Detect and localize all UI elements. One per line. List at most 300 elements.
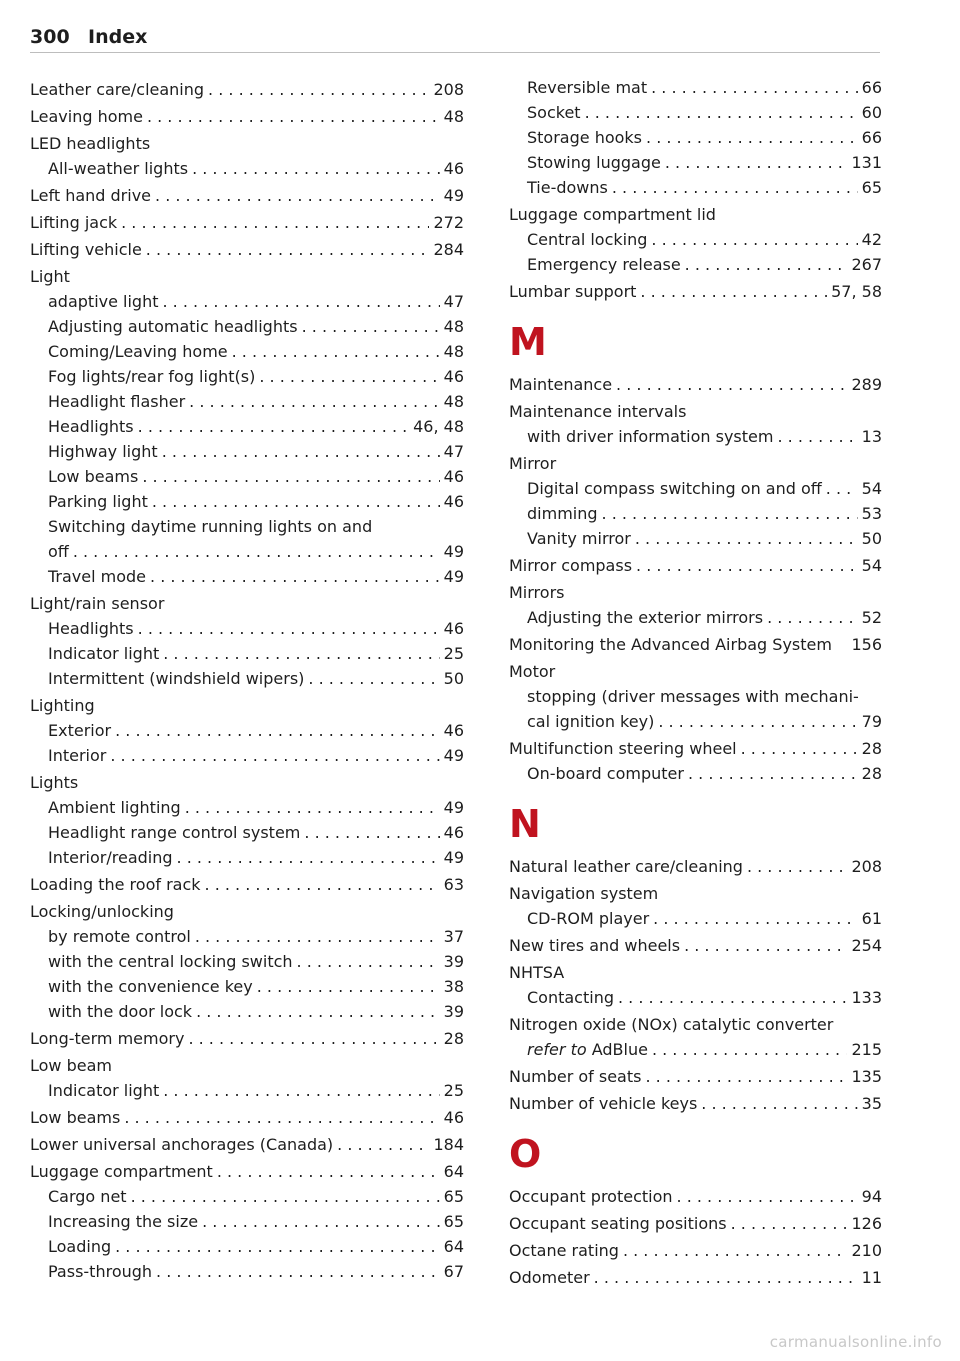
index-entry <box>30 1259 464 1284</box>
index-entry-text: Long-term memory <box>30 1029 185 1048</box>
page-ref: 11 <box>861 1268 882 1287</box>
page-ref: 46 <box>443 492 464 511</box>
page-ref: 49 <box>443 567 464 586</box>
index-entry <box>509 1012 882 1037</box>
index-entry-text: Light <box>30 267 70 286</box>
index-entry-text: Adjusting the exterior mirrors <box>527 608 764 627</box>
leader-dots <box>304 820 439 845</box>
page-ref: 64 <box>443 1162 464 1181</box>
page-ref: 60 <box>861 103 882 122</box>
page-ref: 79 <box>861 712 882 731</box>
index-entry <box>509 1091 882 1116</box>
page-ref: 46 <box>443 619 464 638</box>
index-entry-text: with driver information system <box>527 427 774 446</box>
leader-dots <box>585 100 858 125</box>
index-entry-text: Interior/reading <box>48 848 173 867</box>
page-ref: 289 <box>851 375 882 394</box>
leader-dots <box>652 1037 848 1062</box>
index-entry-text: with the convenience key <box>48 977 253 996</box>
index-entry <box>30 845 464 870</box>
watermark: carmanualsonline.info <box>769 1333 942 1351</box>
cross-reference-label: refer to <box>527 1040 592 1059</box>
index-entry-text: adaptive light <box>48 292 159 311</box>
page-ref: 54 <box>861 556 882 575</box>
index-entry <box>509 150 882 175</box>
page-ref: 35 <box>861 1094 882 1113</box>
index-entry <box>30 339 464 364</box>
page-ref: 210 <box>851 1241 882 1260</box>
index-entry-text: Mirror compass <box>509 556 633 575</box>
index-entry <box>30 1234 464 1259</box>
page-ref: 49 <box>443 186 464 205</box>
page-ref: 49 <box>443 746 464 765</box>
index-entry-text: Headlights <box>48 619 134 638</box>
index-entry <box>30 264 464 289</box>
index-entry <box>30 1078 464 1103</box>
index-entry-text: Fog lights/rear fog light(s) <box>48 367 256 386</box>
index-entry <box>30 210 464 235</box>
leader-dots <box>635 526 858 551</box>
index-entry-text: New tires and wheels <box>509 936 681 955</box>
page-ref: 49 <box>443 542 464 561</box>
index-entry <box>509 279 882 304</box>
leader-dots <box>602 501 858 526</box>
index-entry <box>509 252 882 277</box>
index-entry <box>30 1026 464 1051</box>
page-ref: 39 <box>443 952 464 971</box>
page-ref: 37 <box>443 927 464 946</box>
index-entry <box>509 632 882 657</box>
index-entry-text: Indicator light <box>48 644 160 663</box>
page-ref: 65 <box>443 1212 464 1231</box>
index-entry-text: Stowing luggage <box>527 153 661 172</box>
index-entry-text: Lifting jack <box>30 213 118 232</box>
index-entry <box>509 659 882 684</box>
index-entry <box>30 949 464 974</box>
leader-dots <box>177 845 440 870</box>
index-entry <box>30 743 464 768</box>
index-entry-text: Leaving home <box>30 107 143 126</box>
leader-dots <box>152 489 440 514</box>
index-entry-text: Lighting <box>30 696 95 715</box>
index-column-right <box>509 75 882 1290</box>
leader-dots <box>155 183 440 208</box>
leader-dots <box>777 424 857 449</box>
index-entry <box>30 289 464 314</box>
index-entry-text: Occupant seating positions <box>509 1214 727 1233</box>
page-ref: 66 <box>861 128 882 147</box>
index-entry-continuation <box>509 709 882 734</box>
index-entry-text: Pass-through <box>48 1262 153 1281</box>
index-entry <box>30 489 464 514</box>
index-entry-text: Tie-downs <box>527 178 608 197</box>
page-ref: 65 <box>443 1187 464 1206</box>
leader-dots <box>188 1026 439 1051</box>
page-ref: 47 <box>443 442 464 461</box>
leader-dots <box>688 761 858 786</box>
index-entry-text: Travel mode <box>48 567 147 586</box>
page-ref: 50 <box>443 669 464 688</box>
index-entry-text: Low beam <box>30 1056 112 1075</box>
leader-dots <box>297 949 440 974</box>
index-entry-text: Mirror <box>509 454 557 473</box>
index-entry <box>509 881 882 906</box>
index-letter-heading: N <box>509 802 541 846</box>
leader-dots <box>202 1209 440 1234</box>
page-ref: 38 <box>443 977 464 996</box>
leader-dots <box>616 372 847 397</box>
section-title: Index <box>88 26 148 48</box>
leader-dots <box>192 156 440 181</box>
leader-dots <box>302 314 440 339</box>
index-entry-text: Locking/unlocking <box>30 902 174 921</box>
index-entry-text: cal ignition key) <box>527 712 655 731</box>
leader-dots <box>653 906 857 931</box>
index-entry <box>509 526 882 551</box>
page-ref: 61 <box>861 909 882 928</box>
index-entry-text: Leather care/cleaning <box>30 80 205 99</box>
index-entry <box>509 580 882 605</box>
index-letter-heading: O <box>509 1132 542 1176</box>
index-entry-text: Parking light <box>48 492 148 511</box>
page-ref: 48 <box>443 392 464 411</box>
index-column-left <box>30 75 464 1284</box>
index-entry <box>509 605 882 630</box>
leader-dots <box>612 175 858 200</box>
leader-dots <box>205 872 440 897</box>
page-ref: 267 <box>851 255 882 274</box>
leader-dots <box>665 150 848 175</box>
leader-dots <box>767 605 858 630</box>
index-entry-text: Emergency release <box>527 255 681 274</box>
index-entry <box>509 75 882 100</box>
index-entry-text: Reversible mat <box>527 78 648 97</box>
page-ref: 54 <box>861 479 882 498</box>
index-entry-text: Exterior <box>48 721 112 740</box>
page-ref: 49 <box>443 798 464 817</box>
index-entry <box>509 684 882 709</box>
leader-dots <box>138 414 409 439</box>
index-entry-text: Navigation system <box>509 884 659 903</box>
index-entry <box>509 424 882 449</box>
page-ref: 13 <box>861 427 882 446</box>
index-entry <box>30 591 464 616</box>
index-entry <box>30 1132 464 1157</box>
leader-dots <box>594 1265 858 1290</box>
leader-dots <box>645 1064 847 1089</box>
leader-dots <box>142 464 439 489</box>
leader-dots <box>623 1238 848 1263</box>
page-ref: 46, 48 <box>413 417 464 436</box>
page-ref: 25 <box>443 1081 464 1100</box>
index-letter-heading: M <box>509 320 547 364</box>
page-ref: 49 <box>443 848 464 867</box>
index-entry <box>509 933 882 958</box>
page-ref: 28 <box>861 764 882 783</box>
index-entry-text: Ambient lighting <box>48 798 181 817</box>
page-ref: 48 <box>443 317 464 336</box>
index-entry-text: Headlight range control system <box>48 823 301 842</box>
leader-dots <box>232 339 440 364</box>
page-ref: 46 <box>443 159 464 178</box>
index-entry <box>509 1265 882 1290</box>
index-entry-text: stopping (driver messages with mechani- <box>527 687 859 706</box>
index-entry <box>30 564 464 589</box>
index-entry-text: dimming <box>527 504 598 523</box>
page-ref: 47 <box>443 292 464 311</box>
index-entry <box>30 999 464 1024</box>
leader-dots <box>131 1184 440 1209</box>
index-entry <box>509 1211 882 1236</box>
index-entry <box>509 736 882 761</box>
index-entry-text: Contacting <box>527 988 614 1007</box>
leader-dots <box>826 476 858 501</box>
index-entry-text: Number of seats <box>509 1067 642 1086</box>
index-entry <box>509 854 882 879</box>
index-entry <box>509 451 882 476</box>
leader-dots <box>741 736 858 761</box>
page-ref: 184 <box>433 1135 464 1154</box>
index-entry-text: On-board computer <box>527 764 684 783</box>
index-entry-text: Multifunction steering wheel <box>509 739 737 758</box>
index-entry-text: Socket <box>527 103 581 122</box>
index-entry-text: by remote control <box>48 927 191 946</box>
page-ref: 39 <box>443 1002 464 1021</box>
page-ref: 48 <box>443 342 464 361</box>
leader-dots <box>308 666 439 691</box>
index-entry <box>30 1184 464 1209</box>
leader-dots <box>257 974 440 999</box>
page-ref: 63 <box>443 875 464 894</box>
leader-dots <box>185 795 440 820</box>
page-number: 300 <box>30 26 70 48</box>
page-ref: 94 <box>861 1187 882 1206</box>
leader-dots <box>685 252 848 277</box>
index-entry-text: Storage hooks <box>527 128 643 147</box>
page-ref: 57, 58 <box>831 282 882 301</box>
page-ref: 135 <box>851 1067 882 1086</box>
page-ref: 254 <box>851 936 882 955</box>
index-entry <box>30 872 464 897</box>
index-entry <box>30 1105 464 1130</box>
index-entry-text: Motor <box>509 662 556 681</box>
index-entry <box>30 77 464 102</box>
index-entry-text: Cargo net <box>48 1187 127 1206</box>
page-ref: 53 <box>861 504 882 523</box>
index-entry <box>509 501 882 526</box>
leader-dots <box>337 1132 429 1157</box>
page-ref: 50 <box>861 529 882 548</box>
leader-dots <box>658 709 857 734</box>
page-ref: 52 <box>861 608 882 627</box>
index-entry-continuation <box>509 1037 882 1062</box>
leader-dots <box>162 439 440 464</box>
index-entry-text: Natural leather care/cleaning <box>509 857 743 876</box>
index-entry-text: Occupant protection <box>509 1187 673 1206</box>
page-ref: 65 <box>861 178 882 197</box>
leader-dots <box>163 641 439 666</box>
page-ref: 131 <box>851 153 882 172</box>
index-entry-text: Low beams <box>48 467 139 486</box>
index-entry-text: Octane rating <box>509 1241 619 1260</box>
index-entry-text: Adjusting automatic headlights <box>48 317 298 336</box>
index-entry-text: Headlights <box>48 417 134 436</box>
page-ref: 66 <box>861 78 882 97</box>
leader-dots <box>640 279 827 304</box>
index-entry <box>509 553 882 578</box>
leader-dots <box>684 933 847 958</box>
leader-dots <box>124 1105 439 1130</box>
index-entry-text: refer to AdBlue <box>527 1040 648 1059</box>
page-ref: 46 <box>443 367 464 386</box>
index-entry <box>30 795 464 820</box>
index-entry <box>509 476 882 501</box>
leader-dots <box>731 1211 848 1236</box>
page-ref: 46 <box>443 467 464 486</box>
index-entry <box>30 666 464 691</box>
index-entry-text: CD-ROM player <box>527 909 650 928</box>
index-entry <box>509 202 882 227</box>
leader-dots <box>150 564 440 589</box>
index-entry-text: Lower universal anchorages (Canada) <box>30 1135 334 1154</box>
index-entry-text: Interior <box>48 746 107 765</box>
page-ref: 25 <box>443 644 464 663</box>
index-entry <box>30 156 464 181</box>
index-entry <box>30 414 464 439</box>
index-entry <box>30 924 464 949</box>
index-entry <box>509 399 882 424</box>
index-entry-text: Maintenance <box>509 375 613 394</box>
page-header <box>30 26 880 53</box>
index-entry <box>30 1159 464 1184</box>
index-entry-text: Digital compass switching on and off <box>527 479 822 498</box>
page-ref: 42 <box>861 230 882 249</box>
index-entry <box>509 1238 882 1263</box>
leader-dots <box>646 125 858 150</box>
leader-dots <box>217 1159 440 1184</box>
index-entry-text: NHTSA <box>509 963 565 982</box>
index-entry-text: Luggage compartment <box>30 1162 213 1181</box>
index-entry <box>509 960 882 985</box>
index-entry <box>30 464 464 489</box>
index-entry <box>509 906 882 931</box>
index-entry <box>509 372 882 397</box>
page-ref: 272 <box>433 213 464 232</box>
index-entry <box>509 227 882 252</box>
leader-dots <box>195 924 440 949</box>
leader-dots <box>73 539 440 564</box>
index-entry-text: Headlight flasher <box>48 392 186 411</box>
index-entry-text: off <box>48 542 69 561</box>
leader-dots <box>747 854 848 879</box>
leader-dots <box>259 364 439 389</box>
index-entry <box>509 1184 882 1209</box>
leader-dots <box>156 1259 440 1284</box>
page-ref: 208 <box>851 857 882 876</box>
index-entry <box>509 125 882 150</box>
index-entry <box>30 364 464 389</box>
page-ref: 46 <box>443 1108 464 1127</box>
index-entry-text: Loading <box>48 1237 112 1256</box>
index-entry <box>30 718 464 743</box>
index-entry <box>30 616 464 641</box>
page-ref: 64 <box>443 1237 464 1256</box>
index-entry <box>30 183 464 208</box>
index-entry-text: Luggage compartment lid <box>509 205 716 224</box>
leader-dots <box>618 985 847 1010</box>
index-entry <box>30 237 464 262</box>
index-entry <box>30 770 464 795</box>
index-entry-text: All-weather lights <box>48 159 189 178</box>
page-ref: 208 <box>433 80 464 99</box>
page-ref: 215 <box>851 1040 882 1059</box>
index-entry <box>30 1053 464 1078</box>
index-entry <box>30 104 464 129</box>
index-entry <box>30 439 464 464</box>
index-entry <box>30 899 464 924</box>
index-entry-text: Number of vehicle keys <box>509 1094 698 1113</box>
page-ref: 126 <box>851 1214 882 1233</box>
index-entry <box>30 514 464 539</box>
leader-dots <box>189 389 439 414</box>
index-entry <box>30 693 464 718</box>
index-entry <box>30 1209 464 1234</box>
page-ref: 284 <box>433 240 464 259</box>
index-entry-text: Mirrors <box>509 583 565 602</box>
index-entry <box>509 1064 882 1089</box>
index-entry-text: with the door lock <box>48 1002 193 1021</box>
index-entry-text: Intermittent (windshield wipers) <box>48 669 305 688</box>
index-entry-text: Lifting vehicle <box>30 240 142 259</box>
leader-dots <box>677 1184 858 1209</box>
index-entry-text: Monitoring the Advanced Airbag System <box>509 635 832 654</box>
index-entry <box>30 974 464 999</box>
leader-dots <box>651 75 858 100</box>
leader-dots <box>138 616 440 641</box>
leader-dots <box>636 553 858 578</box>
page-ref: 156 <box>851 635 882 654</box>
index-entry-text: Switching daytime running lights on and <box>48 517 373 536</box>
leader-dots <box>701 1091 857 1116</box>
index-entry-text: Odometer <box>509 1268 590 1287</box>
index-entry-text: LED headlights <box>30 134 151 153</box>
page-ref: 28 <box>861 739 882 758</box>
index-entry <box>30 389 464 414</box>
index-entry-text: Left hand drive <box>30 186 152 205</box>
index-entry-text: Lights <box>30 773 79 792</box>
index-entry-text: Highway light <box>48 442 158 461</box>
leader-dots <box>208 77 429 102</box>
index-entry <box>509 100 882 125</box>
index-entry-text: Light/rain sensor <box>30 594 165 613</box>
index-entry-text: Maintenance intervals <box>509 402 687 421</box>
leader-dots <box>163 1078 439 1103</box>
index-entry <box>30 131 464 156</box>
leader-dots <box>163 289 440 314</box>
page-ref: 133 <box>851 988 882 1007</box>
leader-dots <box>115 1234 440 1259</box>
index-entry-text: Coming/Leaving home <box>48 342 228 361</box>
index-entry-text: Nitrogen oxide (NOx) catalytic converter <box>509 1015 834 1034</box>
index-entry-text: Central locking <box>527 230 648 249</box>
leader-dots <box>146 237 430 262</box>
index-entry-text: Low beams <box>30 1108 121 1127</box>
leader-dots <box>110 743 439 768</box>
index-entry <box>509 761 882 786</box>
index-entry-text: Vanity mirror <box>527 529 631 548</box>
leader-dots <box>651 227 857 252</box>
page-ref: 46 <box>443 823 464 842</box>
